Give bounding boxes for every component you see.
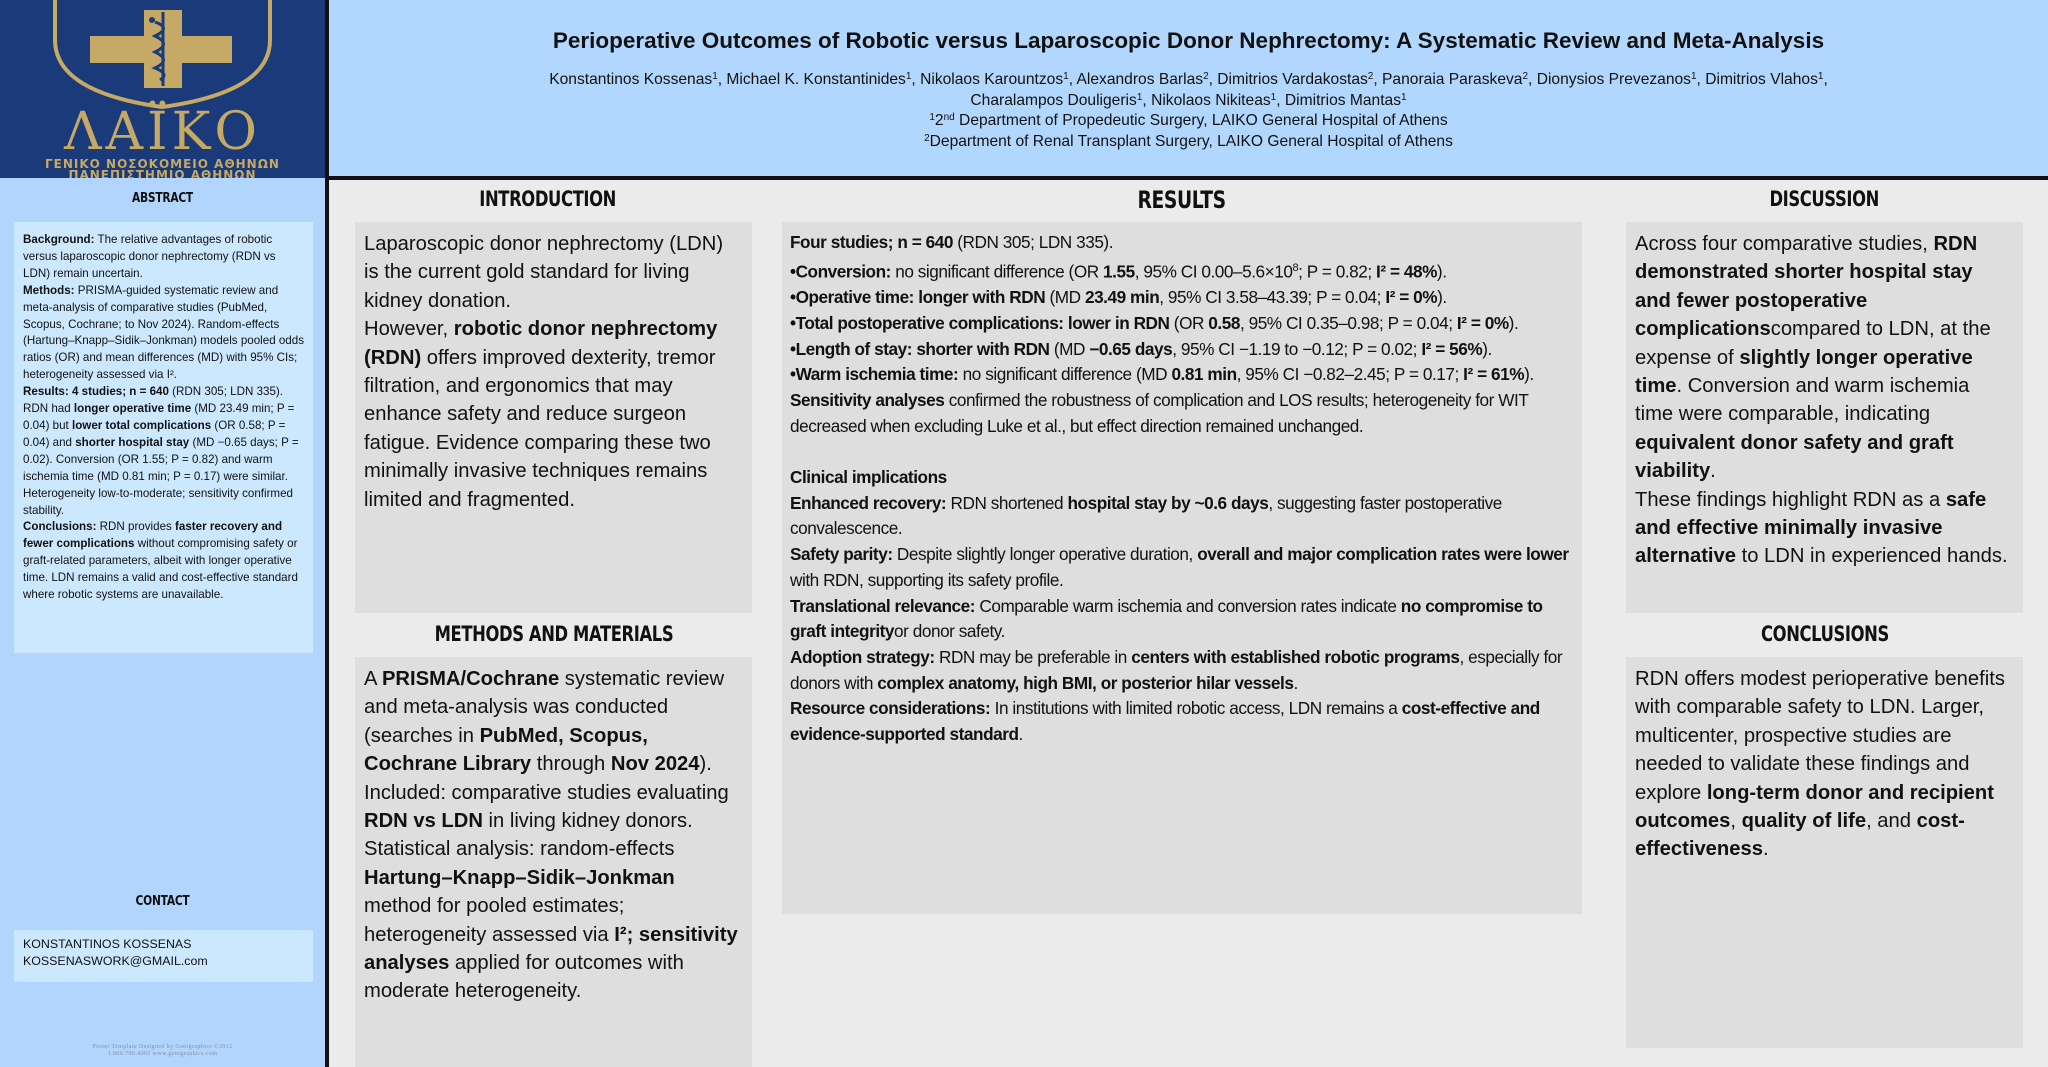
contact-name: KONSTANTINOS KOSSENAS (23, 937, 192, 951)
discussion-p1: Across four comparative studies, RDN demonstrated shorter hospital stay and fewer postoperative complicationscompared to LDN, at the expense of slightly longer operative time. Conversion and warm ischemia time were comparable, indicating equivalent donor safety and graft viability. (1635, 233, 1991, 483)
conclusions-panel (1626, 657, 2023, 1048)
results-conversion: •Conversion: no significant difference (OR 1.55, 95% CI $0.00-5.6\times 10^8$; P = 0.82; I² = 48%). (790, 261, 1447, 282)
methods-p3: Statistical analysis: random-effects Hartung–Knapp–Sidik–Jonkman method for pooled estimates; heterogeneity assessed via I²; sensitivity analyses applied for outcomes with moderate heterogeneity. (364, 838, 738, 1003)
contact-heading: CONTACT (135, 894, 190, 909)
results-operative-time: •Operative time: longer with RDN (MD 23.49 min, 95% CI 3.58–43.39; P = 0.04; I² = 0%). (790, 287, 1447, 308)
results-sensitivity: Sensitivity analyses confirmed the robustness of complication and LOS results; heterogeneity for WIT decreased when excluding Luke et al., but effect direction remained unchanged. (790, 389, 1529, 436)
methods-panel (355, 657, 752, 1067)
methods-p1: A PRISMA/Cochrane systematic review and meta-analysis was conducted (searches in PubMed, Scopus, Cochrane Library through Nov 2024). (364, 668, 725, 776)
introduction-heading: INTRODUCTION (479, 187, 617, 211)
abstract-background: Background: The relative advantages of robotic versus laparoscopic donor nephrectomy (RDN vs LDN) remain uncertain. (23, 233, 276, 280)
conclusions-heading: CONCLUSIONS (1760, 622, 1889, 646)
poster-title: Perioperative Outcomes of Robotic versus Laparoscopic Donor Nephrectomy: A Systematic Review and Meta-Analysis (552, 28, 1825, 53)
contact-box (14, 930, 313, 982)
results-heading: RESULTS (1137, 186, 1227, 214)
conclusions-text: RDN offers modest perioperative benefits with comparable safety to LDN. Larger, multicenter, prospective studies are needed to validate these findings and explore long-term donor and recipient outcomes, quality of life, and cost-effectiveness. (1635, 668, 2005, 861)
methods-heading: METHODS AND MATERIALS (434, 622, 673, 646)
abstract-conclusions: Conclusions: RDN provides faster recovery and fewer complications without compromising safety or graft-related parameters, albeit with longer operative time. LDN remains a valid and cost-effective standard where robotic systems are unavailable. (23, 520, 298, 602)
methods-p2: Included: comparative studies evaluating RDN vs LDN in living kidney donors. (364, 781, 729, 833)
author-list (329, 70, 2048, 152)
implication-safety-parity: Safety parity: Despite slightly longer operative duration, overall and major complication rates were lower with RDN, supporting its safety profile. (790, 544, 1569, 590)
results-summary: Four studies; n = 640 (RDN 305; LDN 335). (790, 232, 1114, 252)
abstract-heading: ABSTRACT (132, 191, 193, 206)
logo-subtitle-2: ΠΑΝΕΠΙΣΤΗΜΙΟ ΑΘΗΝΩΝ (68, 168, 257, 178)
header-rule (325, 176, 2048, 180)
implication-adoption: Adoption strategy: RDN may be preferable in centers with established robotic programs, especially for donors with complex anatomy, high BMI, or posterior hilar vessels. (790, 646, 1563, 693)
abstract-box (14, 222, 313, 653)
implication-enhanced-recovery: Enhanced recovery: RDN shortened hospital stay by ~0.6 days, suggesting faster postoperative convalescence. (790, 492, 1502, 539)
spacer (790, 439, 1572, 465)
results-complications: •Total postoperative complications: lower in RDN (OR 0.58, 95% CI 0.35–0.98; P = 0.04; I² = 0%). (790, 312, 1519, 333)
results-length-of-stay: •Length of stay: shorter with RDN (MD −0.65 days, 95% CI −1.19 to −0.12; P = 0.02; I² = 56%). (790, 338, 1492, 359)
template-credit: Poster Template Designed by Genigraphics ©2012 1.800.790.4001 www.genigraphics.com (92, 1044, 233, 1057)
abstract-results: Results: 4 studies; n = 640 (RDN 305; LDN 335). RDN had longer operative time (MD 23.49 min; P = 0.04) but lower total complications (OR 0.58; P = 0.04) and shorter hospital stay (MD −0.65 days; P = 0.02). Conversion (OR 1.55; P = 0.82) and warm ischemia time (MD 0.81 min; P = 0.17) were similar. Heterogeneity low-to-moderate; sensitivity confirmed stability. (23, 385, 299, 517)
implication-resource: Resource considerations: In institutions with limited robotic access, LDN remains a cost-effective and evidence-supported standard. (790, 698, 1540, 745)
discussion-p2: These findings highlight RDN as a safe and effective minimally invasive alternative to LDN in experienced hands. (1635, 488, 2008, 568)
poster-header (329, 0, 2048, 176)
introduction-panel (355, 222, 752, 613)
introduction-p2: However, robotic donor nephrectomy (RDN) offers improved dexterity, tremor filtration, and ergonomics that may enhance safety and reduce surgeon fatigue. Evidence comparing these two minimally invasive techniques remains limited and fragmented. (364, 318, 718, 511)
logo-wordmark: ΛΑΪΚΟ (63, 102, 262, 162)
discussion-heading: DISCUSSION (1769, 187, 1880, 211)
authors-line-2: Charalampos Douligeris$^1$, Nikolaos Nikiteas$^1$, Dimitrios Mantas$^1$ (970, 91, 1407, 109)
logo-subtitle: ΓΕΝΙΚΟ ΝΟΣΟΚΟΜΕΙΟ ΑΘΗΝΩΝ (45, 157, 280, 171)
abstract-methods: Methods: PRISMA-guided systematic review and meta-analysis of comparative studies (PubMed, Scopus, Cochrane; to Nov 2024). Random-effects (Hartung–Knapp–Sidik–Jonkman) models pooled odds ratios (OR) and mean differences (MD) with 95% CIs; heterogeneity assessed via I². (23, 283, 305, 382)
sidebar (0, 0, 325, 1067)
results-panel (782, 222, 1582, 914)
hospital-logo (0, 0, 325, 178)
authors-line-1: Konstantinos Kossenas$^1$, Michael K. Konstantinides$^1$, Nikolaos Karountzos$^1$, Alexandros Barlas$^2$, Dimitrios Vardakostas$^2$, Panoraia Paraskeva$^2$, Dionysios Prevezanos$^1$, Dimitrios Vlahos$^1$, (549, 71, 1828, 88)
implication-translational: Translational relevance: Comparable warm ischemia and conversion rates indicate no compromise to graft integrityor donor safety. (790, 595, 1543, 642)
discussion-panel (1626, 222, 2023, 613)
clinical-implications-heading: Clinical implications (790, 467, 947, 488)
introduction-p1: Laparoscopic donor nephrectomy (LDN) is the current gold standard for living kidney donation. (364, 233, 724, 312)
affiliation-2: $^2$Department of Renal Transplant Surgery, LAIKO General Hospital of Athens (924, 132, 1453, 150)
contact-email[interactable]: KOSSENASWORK@GMAIL.com (23, 954, 208, 968)
affiliation-1: $^1$2nd Department of Propedeutic Surgery, LAIKO General Hospital of Athens (929, 112, 1448, 129)
results-warm-ischemia: •Warm ischemia time: no significant difference (MD 0.81 min, 95% CI −0.82–2.45; P = 0.17; I² = 61%). (790, 364, 1534, 385)
